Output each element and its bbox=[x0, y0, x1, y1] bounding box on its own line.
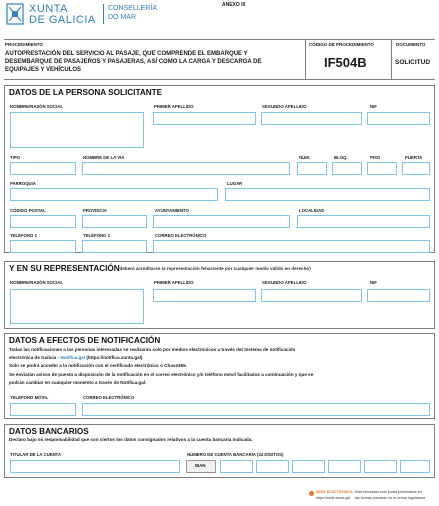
holder-field[interactable] bbox=[10, 460, 180, 473]
tel2-label: TELÉFONO 2 bbox=[83, 233, 110, 238]
localidad-label: LOCALIDAD bbox=[299, 208, 325, 213]
iban-label: IBAN bbox=[195, 463, 206, 468]
notifica-link[interactable]: Notifica.gal bbox=[60, 355, 86, 360]
procedure-text-2: DESEMBARQUE DE PASAJEROS Y PASAJERAS, ASÍ COMO LA CARGA Y DESCARGA DE bbox=[5, 59, 262, 65]
rep-name-label: NOMBRE/RAZÓN SOCIAL bbox=[10, 280, 63, 285]
document-type: SOLICITUD bbox=[395, 59, 431, 66]
applicant-surname1-field[interactable] bbox=[153, 112, 256, 125]
dept-line-1: CONSELLERÍA bbox=[108, 5, 158, 12]
account-block-5[interactable] bbox=[364, 460, 397, 473]
notification-email-label: CORREO ELECTRÓNICO bbox=[83, 395, 135, 400]
rep-surname1-label: PRIMER APELLIDO bbox=[154, 280, 194, 285]
procedure-divider-1 bbox=[305, 39, 306, 79]
rep-name-field[interactable] bbox=[10, 289, 144, 324]
procedure-top-line bbox=[4, 39, 435, 40]
procedure-bottom-line bbox=[4, 79, 435, 80]
mobile-label: TELÉFONO MÓVIL bbox=[10, 395, 49, 400]
xunta-logo bbox=[5, 3, 100, 25]
piso-field[interactable] bbox=[367, 162, 397, 175]
applicant-surname2-label: SEGUNDO APELLIDO bbox=[262, 104, 307, 109]
ayuntamiento-label: AYUNTAMIENTO bbox=[155, 208, 189, 213]
ayuntamiento-field[interactable] bbox=[153, 215, 290, 228]
applicant-nif-label: NIF bbox=[370, 104, 377, 109]
xunta-emblem-icon bbox=[5, 3, 25, 25]
provincia-label: PROVINCIA bbox=[83, 208, 107, 213]
logo-line-2: DE GALICIA bbox=[29, 14, 96, 26]
notification-line-3: Solo se podrá acceder a la notificación con el certificado electrónico o Chave365. bbox=[9, 363, 187, 368]
applicant-name-field[interactable] bbox=[10, 112, 144, 148]
account-block-1[interactable] bbox=[220, 460, 253, 473]
cp-field[interactable] bbox=[10, 215, 76, 228]
account-label: NÚMERO DE CUENTA BANCARIA (24 DÍGITOS) bbox=[187, 452, 284, 457]
account-block-3[interactable] bbox=[292, 460, 325, 473]
dept-line-2: DO MAR bbox=[108, 14, 136, 21]
applicant-email-field[interactable] bbox=[153, 240, 430, 253]
tipo-label: TIPO bbox=[10, 155, 21, 160]
notification-title: DATOS A EFECTOS DE NOTIFICACIÓN bbox=[9, 336, 161, 345]
mobile-field[interactable] bbox=[10, 403, 76, 416]
applicant-title: DATOS DE LA PERSONA SOLICITANTE bbox=[9, 88, 163, 97]
notification-line-2 bbox=[9, 356, 143, 361]
footer-url[interactable]: https://sede.xunta.gal bbox=[316, 496, 351, 500]
tel2-field[interactable] bbox=[82, 240, 147, 253]
rep-nif-field[interactable] bbox=[367, 289, 430, 302]
tel1-field[interactable] bbox=[10, 240, 76, 253]
rep-surname2-label: SEGUNDO APELLIDO bbox=[262, 280, 307, 285]
account-block-4[interactable] bbox=[328, 460, 361, 473]
tel1-label: TELÉFONO 1 bbox=[10, 233, 37, 238]
notification-line-2-post: (https://notifica.xunta.gal) bbox=[85, 355, 143, 360]
bank-declaration: Declaro bajo mi responsabilidad que son ciertos los datos consignados relativos a la cuenta bancaria indicada. bbox=[9, 437, 253, 442]
procedure-code: IF504B bbox=[324, 55, 367, 70]
annex-label: ANEXO III bbox=[222, 2, 246, 8]
account-block-6[interactable] bbox=[400, 460, 430, 473]
notification-line-4: Se enviarán avisos de puesta a disposición de la notificación en el correo electrónico y/o teléfono móvil facilitados a continuación y que se bbox=[9, 372, 314, 377]
applicant-name-label: NOMBRE/RAZÓN SOCIAL bbox=[10, 104, 63, 109]
logo-divider bbox=[103, 4, 104, 24]
procedure-label: PROCEDIMIENTO bbox=[5, 42, 43, 47]
procedure-text-3: EQUIPAJES Y VEHÍCULOS bbox=[5, 67, 82, 73]
procedure-text-1: AUTOPRESTACIÓN DEL SERVICIO AL PASAJE, QUE COMPRENDE EL EMBARQUE Y bbox=[5, 51, 248, 57]
account-block-2[interactable] bbox=[256, 460, 289, 473]
applicant-nif-field[interactable] bbox=[367, 112, 430, 125]
parroquia-label: PARROQUIA bbox=[10, 181, 36, 186]
rep-surname2-field[interactable] bbox=[261, 289, 362, 302]
localidad-field[interactable] bbox=[297, 215, 430, 228]
bloq-label: BLOQ. bbox=[334, 155, 348, 160]
puerta-field[interactable] bbox=[402, 162, 430, 175]
bloq-field[interactable] bbox=[332, 162, 362, 175]
piso-label: PISO bbox=[370, 155, 381, 160]
procedure-code-label: CÓDIGO DE PROCEDIMIENTO bbox=[309, 42, 374, 47]
representative-title: Y EN SU REPRESENTACIÓN bbox=[9, 264, 120, 273]
num-label: NÚM. bbox=[299, 155, 310, 160]
sede-icon bbox=[309, 491, 314, 496]
provincia-field[interactable] bbox=[82, 215, 147, 228]
footer-label: SEDE ELECTRÓNICA: bbox=[316, 490, 354, 494]
num-field[interactable] bbox=[297, 162, 327, 175]
notification-line-2-pre: electrónica de Galicia - bbox=[9, 355, 61, 360]
puerta-label: PUERTA bbox=[405, 155, 423, 160]
footer-text-1: Este formulario solo podrá presentarse en bbox=[355, 490, 422, 494]
footer-text-2: las formas previstas en la norma reguladora bbox=[355, 496, 426, 500]
applicant-email-label: CORREO ELECTRÓNICO bbox=[155, 233, 207, 238]
rep-surname1-field[interactable] bbox=[153, 289, 256, 302]
notification-email-field[interactable] bbox=[82, 403, 430, 416]
applicant-surname1-label: PRIMER APELLIDO bbox=[154, 104, 194, 109]
notification-line-1: Todas las notificaciones a las personas interesadas se realizarán solo por medios electrónicos a través del Sistema de notificación bbox=[9, 347, 296, 352]
rep-nif-label: NIF bbox=[370, 280, 377, 285]
via-label: NOMBRE DE LA VÍA bbox=[83, 155, 125, 160]
lugar-field[interactable] bbox=[225, 188, 430, 201]
via-field[interactable] bbox=[82, 162, 290, 175]
tipo-field[interactable] bbox=[10, 162, 76, 175]
document-label: DOCUMENTO bbox=[396, 42, 426, 47]
holder-label: TITULAR DE LA CUENTA bbox=[10, 452, 62, 457]
notification-line-5: podrán cambiar en cualquier momento a través de Notifica.gal: bbox=[9, 380, 147, 385]
cp-label: CÓDIGO POSTAL bbox=[10, 208, 46, 213]
representative-note: (deberá acreditarse la representación fehaciente por cualquier medio válido en derecho) bbox=[118, 266, 311, 271]
procedure-divider-2 bbox=[391, 39, 392, 79]
applicant-surname2-field[interactable] bbox=[261, 112, 362, 125]
bank-title: DATOS BANCARIOS bbox=[9, 427, 89, 436]
logo-line-1: XUNTA bbox=[29, 3, 68, 15]
parroquia-field[interactable] bbox=[10, 188, 218, 201]
lugar-label: LUGAR bbox=[227, 181, 243, 186]
